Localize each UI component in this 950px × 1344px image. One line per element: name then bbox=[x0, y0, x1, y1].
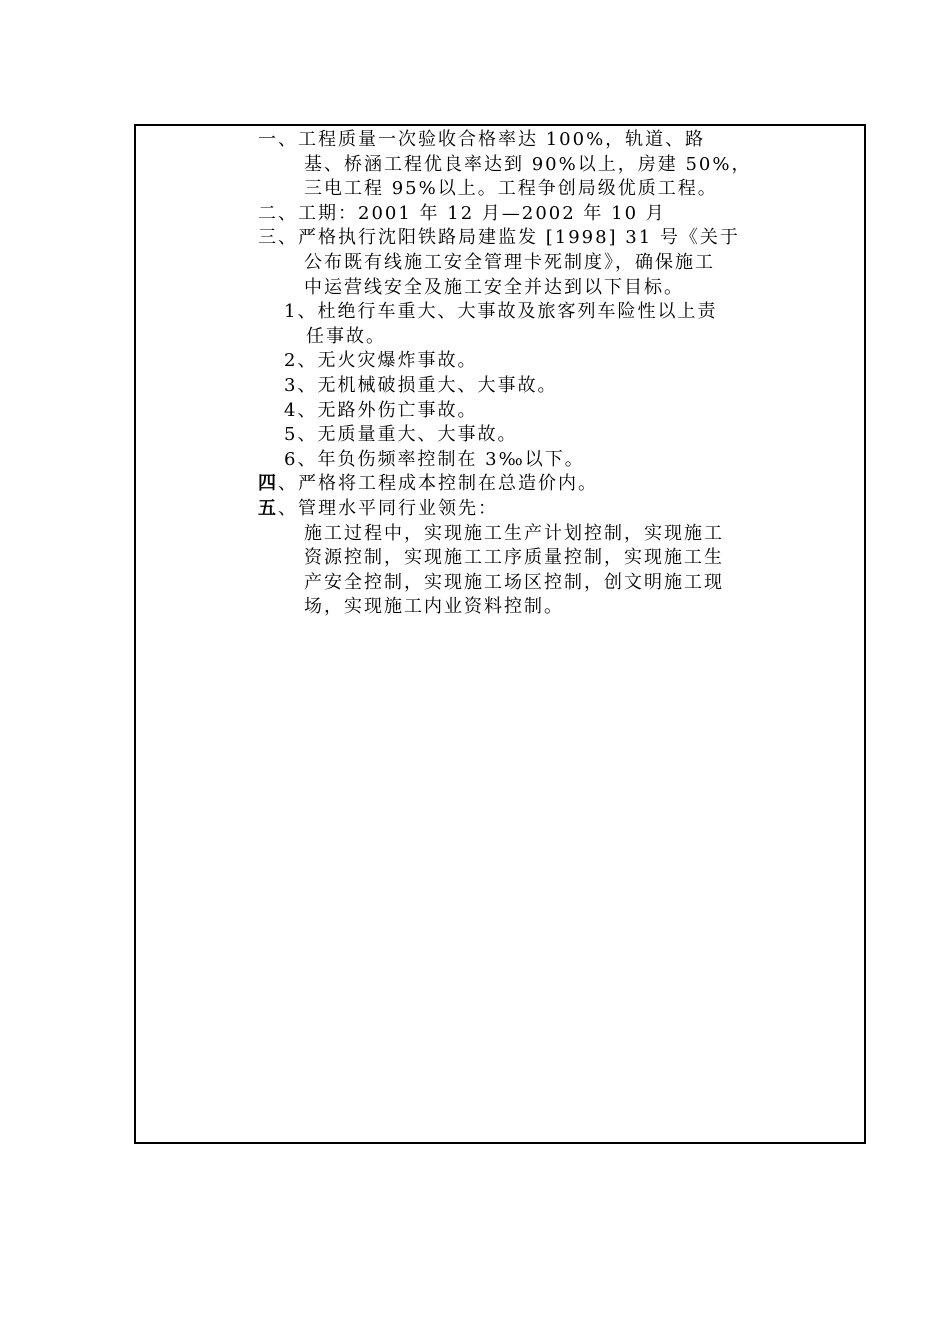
item-5-line-1 bbox=[258, 497, 778, 522]
item-3-line-1 bbox=[258, 226, 778, 251]
item-5-line-5: 场，实现施工内业资料控制。 bbox=[304, 596, 564, 618]
item-3-text: 、严格执行沈阳铁路局建监发 [1998] 31 号《关于 bbox=[278, 227, 740, 249]
item-1-line-1 bbox=[258, 128, 778, 153]
subitem-2: 2、无火灾爆炸事故。 bbox=[284, 350, 478, 372]
item-5-line-3: 资源控制，实现施工工序质量控制，实现施工生 bbox=[304, 547, 724, 569]
item-1-line-3: 三电工程 95%以上。工程争创局级优质工程。 bbox=[304, 178, 718, 200]
document-content bbox=[258, 128, 778, 620]
item-4-line-1 bbox=[258, 472, 778, 497]
item-1-text: 、工程质量一次验收合格率达 100%，轨道、路 bbox=[278, 129, 706, 150]
subitem-3: 3、无机械破损重大、大事故。 bbox=[284, 374, 558, 396]
item-1-line-2: 基、桥涵工程优良率达到 90%以上，房建 50%， bbox=[304, 153, 752, 175]
item-1-number: 一 bbox=[258, 129, 278, 150]
subitem-1-line-2: 任事故。 bbox=[306, 325, 386, 347]
item-5-line-4: 产安全控制，实现施工场区控制，创文明施工现 bbox=[304, 571, 724, 593]
item-4-number: 四 bbox=[258, 473, 278, 495]
item-3-number: 三 bbox=[258, 227, 278, 249]
item-2-line-1 bbox=[258, 202, 778, 227]
item-2-number: 二 bbox=[258, 202, 278, 224]
item-2-text: 、工期：2001 年 12 月—2002 年 10 月 bbox=[278, 202, 666, 224]
item-3-line-3: 中运营线安全及施工安全并达到以下目标。 bbox=[304, 276, 684, 298]
subitem-4: 4、无路外伤亡事故。 bbox=[284, 399, 478, 421]
subitem-1-line-1: 1、杜绝行车重大、大事故及旅客列车险性以上责 bbox=[284, 301, 718, 323]
item-3-line-2: 公布既有线施工安全管理卡死制度》，确保施工 bbox=[304, 251, 715, 273]
subitem-5: 5、无质量重大、大事故。 bbox=[284, 424, 518, 446]
subitem-6: 6、年负伤频率控制在 3‰以下。 bbox=[284, 448, 585, 470]
item-4-text: 、严格将工程成本控制在总造价内。 bbox=[278, 473, 598, 495]
item-5-text: 、管理水平同行业领先： bbox=[278, 497, 498, 519]
item-5-line-2: 施工过程中，实现施工生产计划控制，实现施工 bbox=[304, 522, 724, 544]
item-5-number: 五 bbox=[258, 497, 278, 519]
